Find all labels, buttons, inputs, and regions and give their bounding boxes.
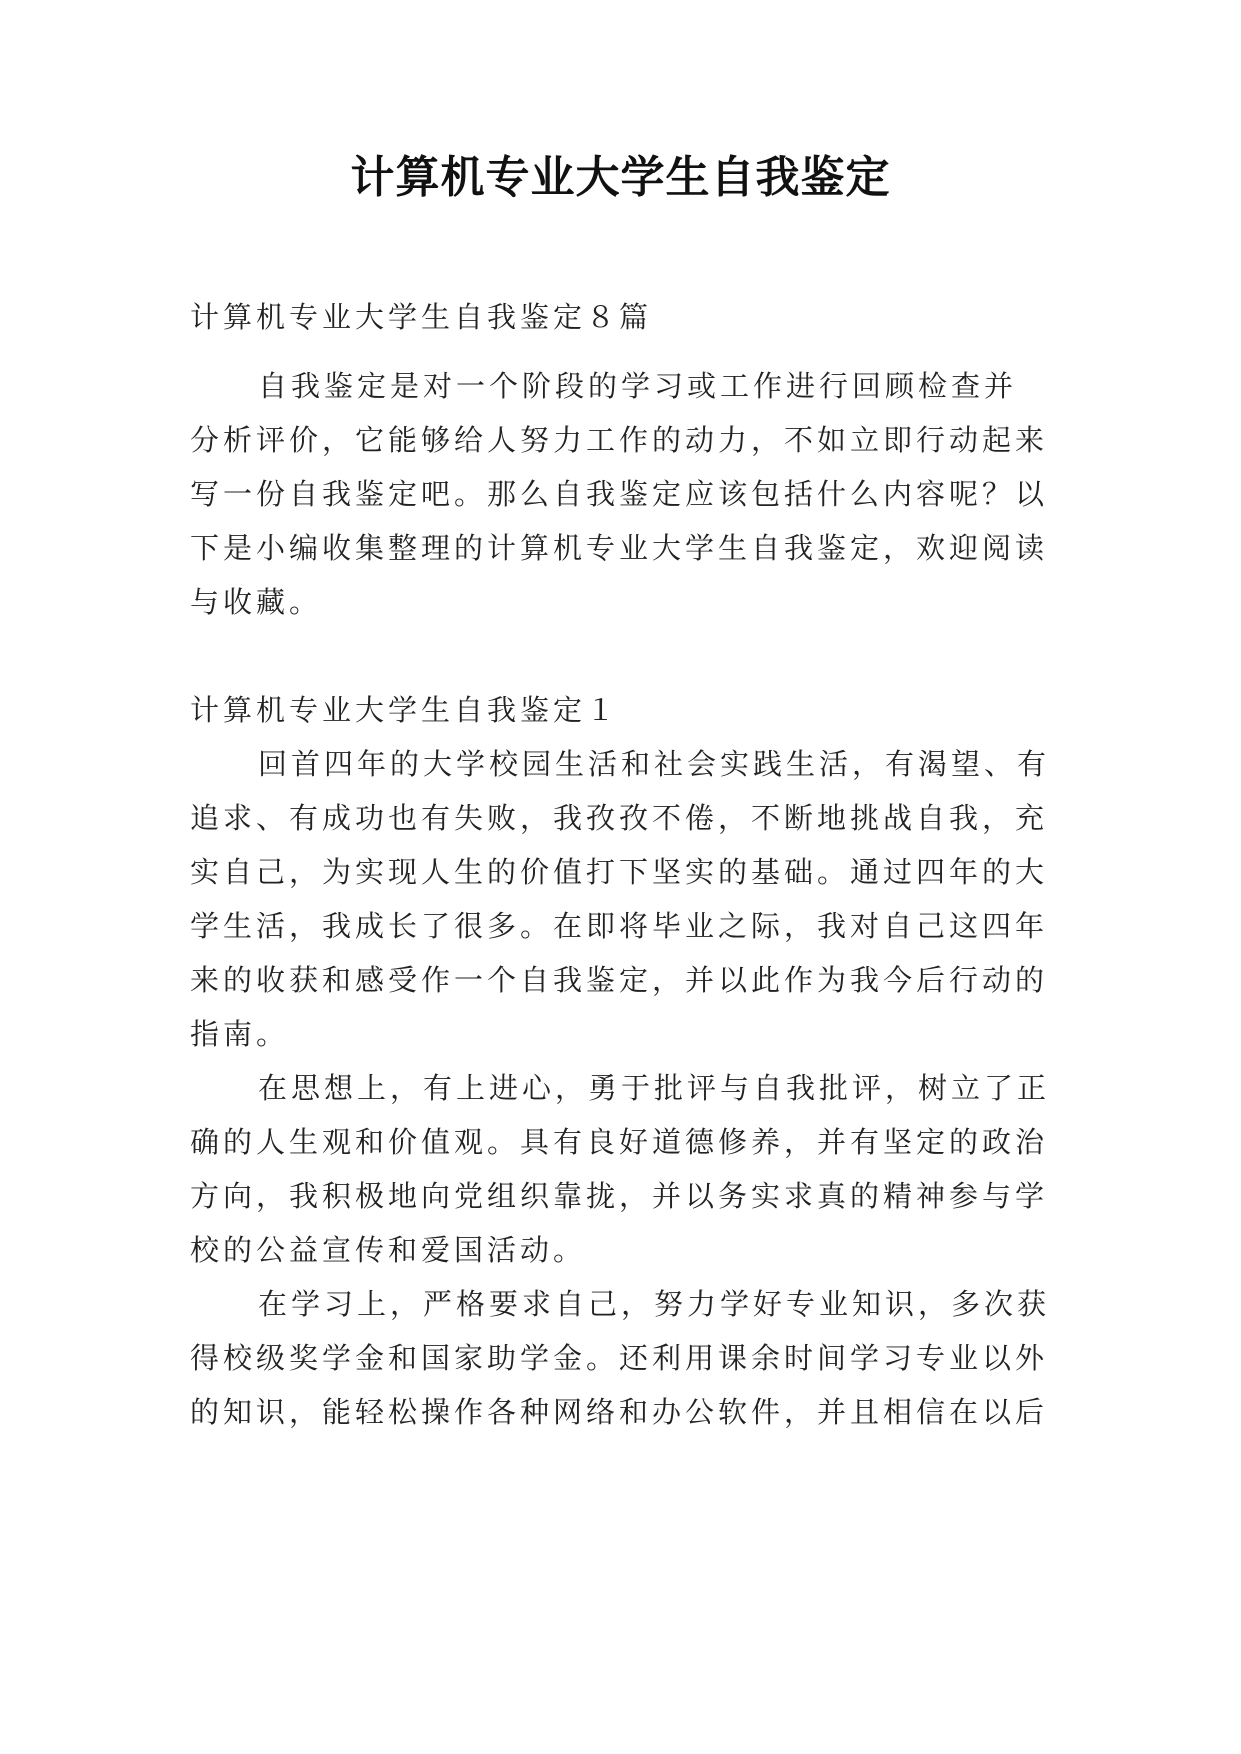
intro-line: 写一份自我鉴定吧。那么自我鉴定应该包括什么内容呢？以: [190, 477, 1049, 511]
paragraph-line: 确的人生观和价值观。具有良好道德修养，并有坚定的政治: [190, 1125, 1049, 1159]
intro-line: 与收藏。: [190, 585, 323, 619]
intro-line: 分析评价，它能够给人努力工作的动力，不如立即行动起来: [190, 423, 1049, 457]
section-heading: 计算机专业大学生自我鉴定１: [190, 693, 620, 727]
paragraph-line: 得校级奖学金和国家助学金。还利用课余时间学习专业以外: [190, 1341, 1049, 1375]
intro-line: 下是小编收集整理的计算机专业大学生自我鉴定，欢迎阅读: [190, 531, 1049, 565]
paragraph-line: 追求、有成功也有失败，我孜孜不倦，不断地挑战自我，充: [190, 801, 1049, 835]
paragraph-line: 指南。: [190, 1017, 290, 1051]
paragraph-line: 的知识，能轻松操作各种网络和办公软件，并且相信在以后: [190, 1395, 1049, 1429]
paragraph-line: 校的公益宣传和爱国活动。: [190, 1233, 587, 1267]
intro-line: 自我鉴定是对一个阶段的学习或工作进行回顾检查并: [258, 369, 1018, 403]
paragraph-line: 回首四年的大学校园生活和社会实践生活，有渴望、有: [258, 747, 1051, 781]
paragraph-line: 在思想上，有上进心，勇于批评与自我批评，树立了正: [258, 1071, 1051, 1105]
paragraph-line: 来的收获和感受作一个自我鉴定，并以此作为我今后行动的: [190, 963, 1049, 997]
document-title: 计算机专业大学生自我鉴定: [350, 152, 891, 203]
paragraph-line: 实自己，为实现人生的价值打下坚实的基础。通过四年的大: [190, 855, 1049, 889]
paragraph-line: 在学习上，严格要求自己，努力学好专业知识，多次获: [258, 1287, 1051, 1321]
paragraph-line: 学生活，我成长了很多。在即将毕业之际，我对自己这四年: [190, 909, 1049, 943]
document-subtitle: 计算机专业大学生自我鉴定８篇: [190, 300, 653, 334]
paragraph-line: 方向，我积极地向党组织靠拢，并以务实求真的精神参与学: [190, 1179, 1049, 1213]
